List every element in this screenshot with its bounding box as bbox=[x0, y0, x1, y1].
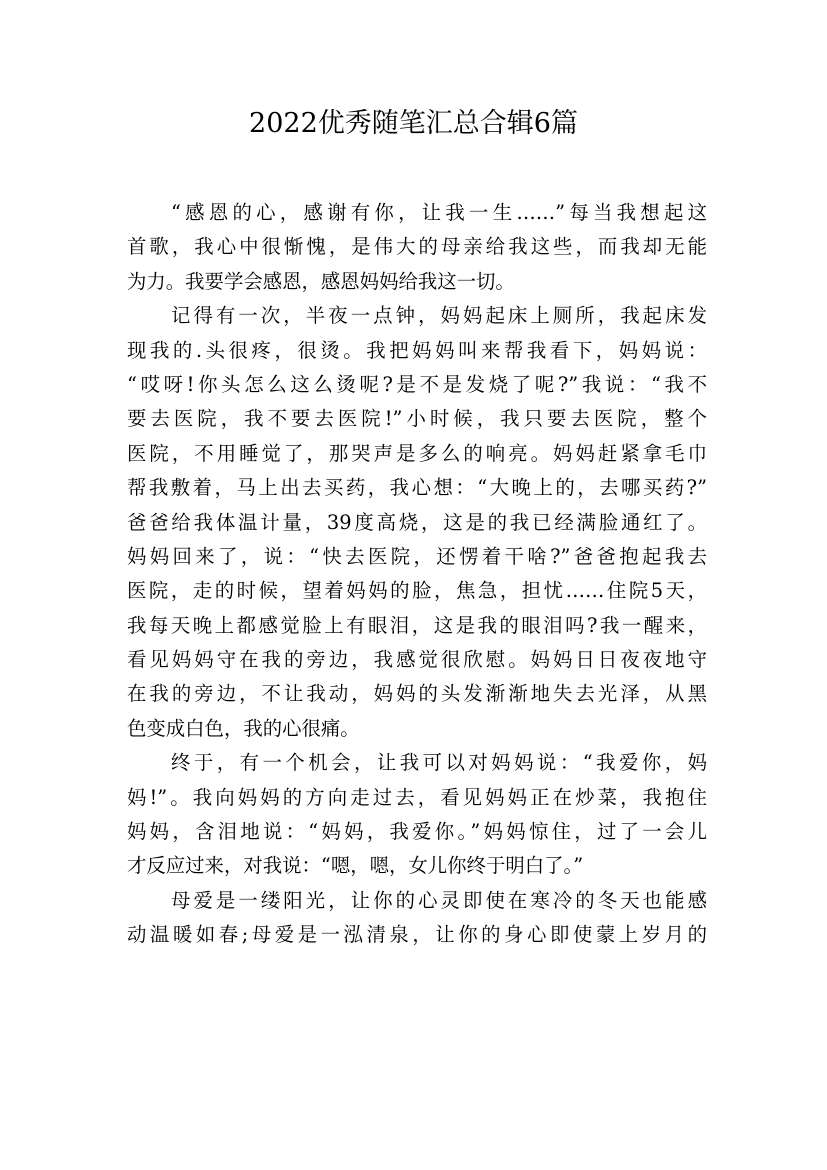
paragraph-line: 在我的旁边，不让我动，妈妈的头发渐渐地失去光泽，从黑 bbox=[127, 682, 707, 706]
paragraph-line: 要去医院，我不要去医院!”小时候，我只要去医院，整个 bbox=[127, 407, 707, 431]
document-title: 2022优秀随笔汇总合辑6篇 bbox=[249, 108, 578, 139]
paragraph-line: 医院，走的时候，望着妈妈的脸，焦急，担忧……住院5天， bbox=[127, 579, 707, 603]
paragraph-line: 爸爸给我体温计量，39度高烧，这是的我已经满脸通红了。 bbox=[127, 510, 707, 534]
paragraph-line: 母爱是一缕阳光，让你的心灵即使在寒冷的冬天也能感 bbox=[171, 888, 707, 912]
paragraph-line: “哎呀!你头怎么这么烫呢?是不是发烧了呢?”我说：“我不 bbox=[127, 372, 707, 396]
paragraph-line: 记得有一次，半夜一点钟，妈妈起床上厕所，我起床发 bbox=[171, 304, 707, 328]
paragraph-line: 动温暖如春;母爱是一泓清泉，让你的身心即使蒙上岁月的 bbox=[127, 923, 707, 947]
paragraph-line: 才反应过来，对我说：“嗯，嗯，女儿你终于明白了。” bbox=[127, 854, 584, 878]
paragraph-line: “感恩的心，感谢有你，让我一生……”每当我想起这 bbox=[171, 201, 707, 224]
paragraph-line: 看见妈妈守在我的旁边，我感觉很欣慰。妈妈日日夜夜地守 bbox=[127, 648, 707, 672]
paragraph-line: 终于，有一个机会，让我可以对妈妈说：“我爱你，妈 bbox=[171, 751, 707, 775]
paragraph-line: 色变成白色，我的心很痛。 bbox=[127, 716, 360, 740]
paragraph-line: 帮我敷着，马上出去买药，我心想：“大晚上的，去哪买药?” bbox=[127, 476, 707, 500]
paragraph-line: 现我的.头很疼，很烫。我把妈妈叫来帮我看下，妈妈说： bbox=[127, 338, 707, 362]
paragraph-line: 妈!”。我向妈妈的方向走过去，看见妈妈正在炒菜，我抱住 bbox=[127, 785, 707, 809]
paragraph-line: 首歌，我心中很惭愧，是伟大的母亲给我这些，而我却无能 bbox=[127, 235, 707, 259]
paragraph-line: 我每天晚上都感觉脸上有眼泪，这是我的眼泪吗?我一醒来， bbox=[127, 613, 707, 637]
paragraph-line: 医院，不用睡觉了，那哭声是多么的响亮。妈妈赶紧拿毛巾 bbox=[127, 441, 707, 465]
document-body bbox=[127, 196, 707, 953]
paragraph-line: 妈妈回来了，说：“快去医院，还愣着干啥?”爸爸抱起我去 bbox=[127, 544, 707, 568]
paragraph-line: 为力。我要学会感恩，感恩妈妈给我这一切。 bbox=[127, 269, 515, 293]
paragraph-line: 妈妈，含泪地说：“妈妈，我爱你。”妈妈惊住，过了一会儿 bbox=[127, 820, 707, 844]
